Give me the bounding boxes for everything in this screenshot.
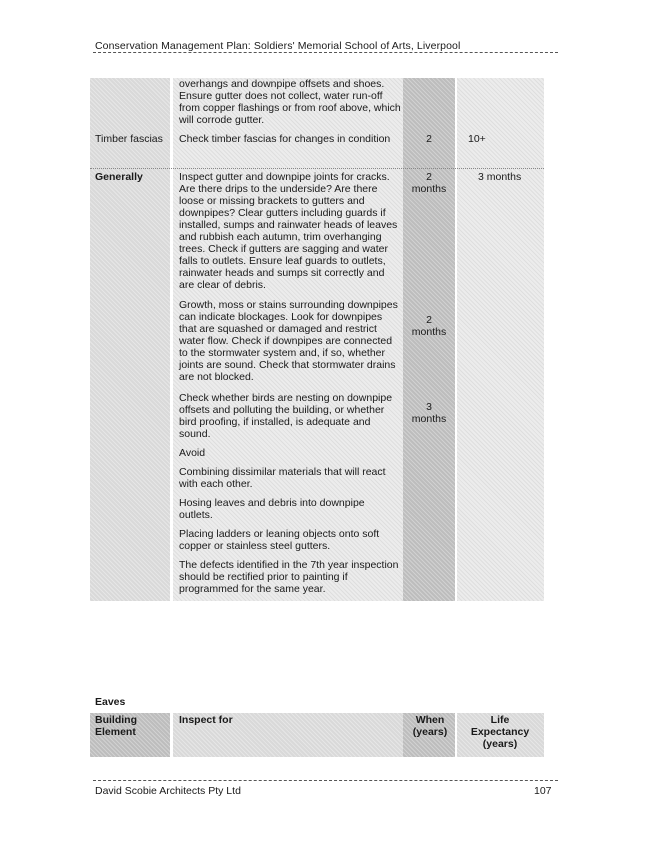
when-value-1: [403, 171, 455, 195]
avoid-item-1: Combining dissimilar materials that will react with each other.: [179, 466, 386, 490]
avoid-heading: Avoid: [179, 447, 206, 459]
timber-fascias-inspect: Check timber fascias for changes in condition: [179, 133, 391, 145]
header-rule: [93, 52, 558, 53]
generally-paragraph-2: Growth, moss or stains surrounding downpipes can indicate blockages. Look for downpipes that are squashed or damaged and restrict water flow. Check if downpipes are connected to the stormwater system and, if so, whether joints are sound. Check that stormwater drains are not blocked.: [179, 299, 398, 383]
footer-page-number: 107: [534, 785, 552, 797]
section-heading-eaves: Eaves: [95, 696, 126, 708]
when-value-1-num: 2: [426, 171, 432, 183]
life-column-bg: [457, 78, 544, 601]
when-value-3-num: 3: [426, 401, 432, 413]
running-header: Conservation Management Plan: Soldiers' Memorial School of Arts, Liverpool: [95, 40, 461, 52]
table2-header-building-element: Building Element: [95, 714, 137, 738]
when-value-3-unit: months: [411, 413, 447, 425]
generally-paragraph-last: The defects identified in the 7th year inspection should be rectified prior to painting if programmed for the same year.: [179, 559, 399, 595]
table2-header-when: When (years): [412, 714, 448, 738]
generally-life: 3 months: [478, 171, 522, 183]
when-value-3: [403, 401, 455, 425]
avoid-item-2: Hosing leaves and debris into downpipe outlets.: [179, 497, 365, 521]
element-column-bg: [90, 78, 170, 601]
when-value-2-unit: months: [411, 326, 447, 338]
when-value-2-num: 2: [426, 314, 432, 326]
when-column-bg: [403, 78, 455, 601]
row-divider: [90, 168, 544, 170]
table2-header-life: Life Expectancy (years): [470, 714, 530, 750]
footer-rule: [93, 780, 558, 781]
when-value-2: [403, 314, 455, 338]
generally-paragraph-1: Inspect gutter and downpipe joints for cracks. Are there drips to the underside? Are there loose or missing brackets to gutters and downpipes? Clear gutters including guards if installed, sumps and rainwater heads of leaves and rubbish each autumn, trim overhanging trees. Check if gutters are sagging and water falls to outlets. Ensure leaf guards to outlets, rainwater heads and sumps sit correctly and are clear of debris.: [179, 171, 398, 291]
footer-company: David Scobie Architects Pty Ltd: [95, 785, 241, 797]
generally-paragraph-3: Check whether birds are nesting on downpipe offsets and polluting the building, or whether bird proofing, if installed, is adequate and sound.: [179, 392, 393, 440]
table2-header-inspect-for: Inspect for: [179, 714, 233, 726]
timber-fascias-when: 2: [426, 133, 432, 145]
timber-fascias-element: Timber fascias: [95, 133, 163, 145]
timber-fascias-life: 10+: [468, 133, 486, 145]
when-value-1-unit: months: [411, 183, 447, 195]
generally-element: Generally: [95, 171, 143, 183]
avoid-item-3: Placing ladders or leaning objects onto soft copper or stainless steel gutters.: [179, 528, 380, 552]
continued-inspect-text: overhangs and downpipe offsets and shoes. Ensure gutter does not collect, water run-off from copper flashings or from roof above, which will corrode gutter.: [179, 78, 401, 126]
